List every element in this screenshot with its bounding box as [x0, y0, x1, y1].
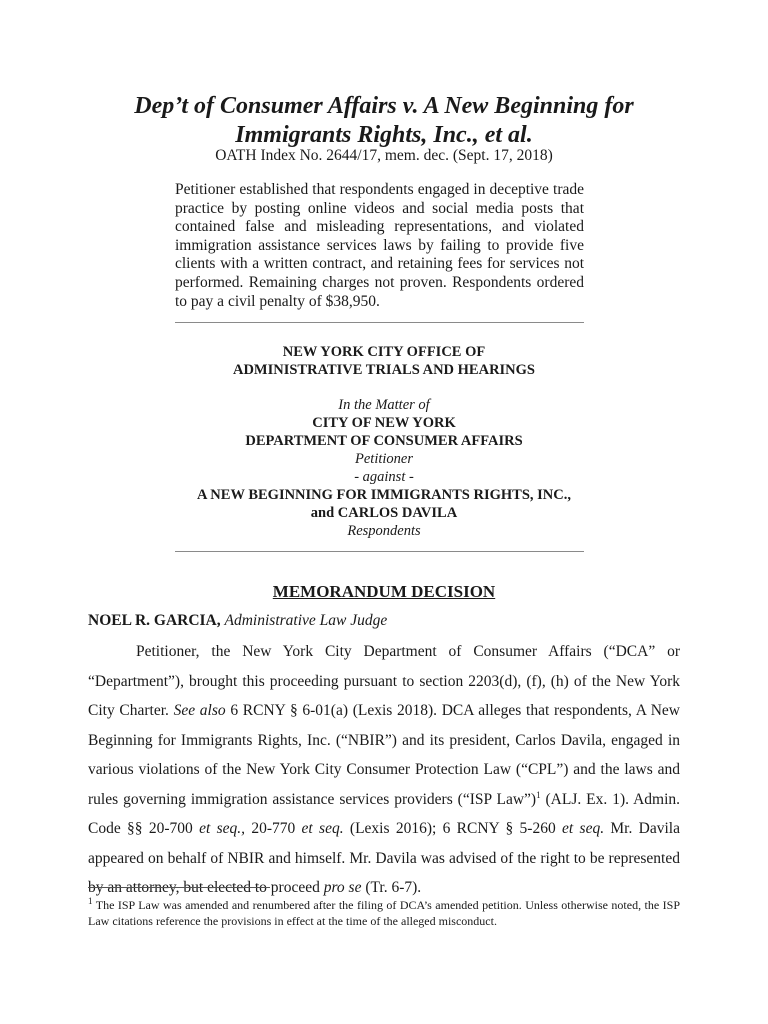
judge-line [88, 611, 387, 631]
text-run: (Lexis 2016); 6 RCNY § 5-260 [343, 820, 563, 837]
text-run-italic: et seq. [301, 820, 344, 837]
office-line-1: NEW YORK CITY OFFICE OF [282, 344, 486, 360]
text-run-italic: et seq., [199, 820, 245, 837]
petitioner-role: Petitioner [355, 451, 413, 467]
text-run-italic: pro se [323, 879, 362, 896]
footnote-reference: 1 [536, 789, 541, 800]
in-the-matter-of: In the Matter of [338, 397, 430, 413]
footnote-marker: 1 [88, 896, 93, 906]
judge-name: NOEL R. GARCIA, [88, 612, 221, 629]
office-line-2: ADMINISTRATIVE TRIALS AND HEARINGS [232, 362, 535, 378]
case-title [90, 92, 678, 150]
against-label: - against - [354, 469, 414, 485]
case-title-line-1: Dep’t of Consumer Affairs v. A New Beginning for [134, 93, 634, 119]
respondent-name-line-2: and CARLOS DAVILA [310, 505, 458, 521]
memorandum-heading: MEMORANDUM DECISION [272, 582, 496, 601]
case-title-line-2: Immigrants Rights, Inc., et al. [235, 122, 533, 148]
text-run: (ALJ. Ex. 1). Admin. Code §§ 20-700 [88, 790, 680, 837]
text-run: Mr. Davila appeared on behalf of NBIR and himself. Mr. Davila was advised of the right to be represented by an attorney, but elected to proceed [88, 820, 680, 896]
judge-title: Administrative Law Judge [224, 612, 388, 629]
text-run: (Tr. 6-7). [361, 879, 422, 896]
petitioner-name-line-1: CITY OF NEW YORK [312, 415, 456, 431]
index-number: OATH Index No. 2644/17, mem. dec. (Sept. 17, 2018) [215, 147, 553, 164]
footnote-divider [88, 887, 270, 888]
body-paragraph [88, 637, 680, 903]
case-summary: Petitioner established that respondents engaged in deceptive trade practice by posting online videos and social media posts that contained false and misleading representations, and violated immigration assistance services laws by failing to provide five clients with a written contract, and retaining fees for services not performed. Remaining charges not proven. Respondents ordered to pay a civil penalty of $38,950. [175, 181, 584, 310]
petitioner-name-line-2: DEPARTMENT OF CONSUMER AFFAIRS [245, 433, 523, 449]
divider-bottom [175, 551, 584, 552]
text-run: Petitioner, the New York City Department of Consumer Affairs (“DCA” or “Department”), brought this proceeding pursuant to section 2203(d), (f), (h) of the New York City Charter. [88, 643, 680, 719]
text-run: 6 RCNY § 6-01(a) (Lexis 2018). DCA alleges that respondents, A New Beginning for Immigrants Rights, Inc. (“NBIR”) and its president, Carlos Davila, engaged in various violations of the New York City Consumer Protection Law (“CPL”) and the laws and rules governing immigration assistance services providers (“ISP Law”) [88, 702, 680, 808]
divider-top [175, 322, 584, 323]
respondent-name-line-1: A NEW BEGINNING FOR IMMIGRANTS RIGHTS, INC., [197, 487, 571, 503]
paragraph-1 [88, 637, 680, 903]
office-heading [90, 343, 678, 379]
case-caption [90, 396, 678, 540]
text-run: 20-770 [245, 820, 302, 837]
text-run-italic: See also [173, 702, 226, 719]
respondents-role: Respondents [347, 523, 421, 539]
text-run-italic: et seq. [562, 820, 605, 837]
footnote [88, 897, 680, 929]
footnote-text: The ISP Law was amended and renumbered after the filing of DCA’s amended petition. Unless otherwise noted, the ISP Law citations reference the provisions in effect at the time of the alleged misconduct. [88, 898, 680, 928]
